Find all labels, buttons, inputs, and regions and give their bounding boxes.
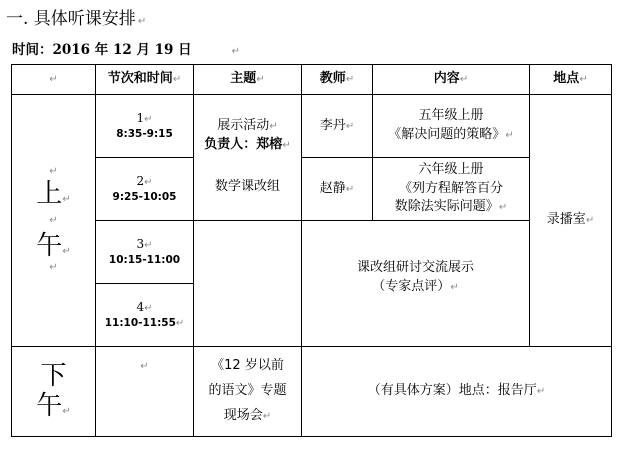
paragraph-mark: ↵ [49, 74, 58, 86]
paragraph-mark: ↵ [256, 74, 265, 86]
content-line: 《列方程解答百分 [398, 180, 503, 196]
content-line-text: 数除法实际问题》 [394, 199, 499, 215]
slot-cell-empty [96, 347, 194, 437]
slot-cell [96, 221, 194, 284]
paragraph-mark: ↵ [62, 405, 71, 417]
paragraph-mark: ↵ [262, 410, 272, 422]
header-cell-period [96, 65, 194, 95]
morning-label-char: 上 [36, 178, 63, 209]
afternoon-row [12, 347, 612, 437]
paragraph-mark: ↵ [144, 113, 153, 125]
paragraph-mark: ↵ [49, 166, 58, 178]
slot-time: 8:35-9:15 [116, 128, 173, 141]
paragraph-mark: ↵ [137, 16, 147, 27]
afternoon-theme-text: 现场会 [223, 407, 263, 423]
paragraph-mark: ↵ [175, 318, 185, 329]
teacher-cell [302, 158, 373, 221]
afternoon-theme-line: 《12 岁以前 [211, 358, 284, 374]
theme-owner-text: 负责人：郑榕 [204, 136, 283, 152]
header-cell-content [373, 65, 530, 95]
morning-label [12, 232, 95, 262]
table-row [12, 95, 612, 158]
slot-time: 9:25-10:05 [112, 191, 177, 204]
paragraph-mark: ↵ [536, 386, 546, 398]
afternoon-label-cell [12, 347, 96, 437]
slot-number [96, 173, 193, 191]
content-line [373, 198, 529, 217]
table-row [12, 221, 612, 284]
schedule-table [11, 64, 612, 437]
afternoon-label [12, 392, 95, 422]
slot-number-text: 2 [136, 173, 145, 188]
content-line: 六年级上册 [418, 161, 484, 177]
theme-line [194, 117, 301, 136]
date-text: 时间：2016 年 12 月 19 日 [12, 42, 192, 58]
afternoon-detail-text: （有具体方案）地点：报告厅 [367, 383, 537, 399]
paragraph-mark: ↵ [172, 74, 182, 86]
seminar-line-text: （专家点评） [372, 278, 451, 294]
content-line [373, 126, 529, 145]
paragraph-mark: ↵ [144, 302, 153, 314]
paragraph-mark: ↵ [579, 74, 588, 86]
paragraph-mark: ↵ [49, 214, 58, 226]
slot-cell [96, 95, 194, 158]
content-line-text: 《解决问题的策略》 [388, 127, 506, 142]
seminar-line: 课改组研讨交流展示 [356, 260, 474, 275]
slot-time-text: 11:10-11:55 [104, 317, 176, 329]
afternoon-detail-cell [302, 347, 612, 437]
content-line: 五年级上册 [418, 108, 484, 124]
slot-number [96, 299, 193, 317]
paragraph-mark: ↵ [505, 130, 514, 141]
teacher-cell [302, 95, 373, 158]
slot-number-text: 4 [136, 299, 145, 314]
header-label: 节次和时间 [107, 71, 173, 87]
paragraph-mark: ↵ [62, 193, 71, 205]
location-cell [530, 95, 612, 347]
paragraph-mark: ↵ [144, 239, 153, 251]
section-heading [6, 4, 146, 29]
slot-number [96, 110, 193, 128]
theme-cell [194, 95, 302, 221]
header-label: 内容 [433, 71, 460, 87]
paragraph-mark: ↵ [144, 176, 153, 188]
header-row [12, 65, 612, 95]
slot-number-text: 3 [136, 236, 145, 251]
paragraph-mark: ↵ [62, 245, 71, 257]
header-cell-location [530, 65, 612, 95]
header-label: 地点 [553, 71, 580, 87]
theme-text: 展示活动 [217, 118, 270, 133]
paragraph-mark: ↵ [269, 121, 278, 132]
afternoon-theme-cell [194, 347, 302, 437]
paragraph-mark: ↵ [345, 120, 355, 132]
morning-label-cell [12, 95, 96, 347]
paragraph-mark: ↵ [231, 46, 241, 57]
paragraph-mark: ↵ [585, 215, 595, 227]
teacher-name: 赵静 [319, 180, 346, 196]
header-cell-theme [194, 65, 302, 95]
teacher-name: 李丹 [319, 117, 346, 133]
afternoon-label: 下 [40, 360, 67, 391]
paragraph-mark: ↵ [459, 74, 469, 86]
content-cell [373, 158, 530, 221]
slot-time [96, 316, 193, 332]
paragraph-mark: ↵ [282, 139, 291, 151]
slot-time: 10:15-11:00 [108, 254, 181, 267]
theme-text: 数学课改组 [214, 179, 280, 195]
paragraph-mark: ↵ [140, 361, 149, 372]
slot-number-text: 1 [136, 110, 145, 125]
paragraph-mark: ↵ [49, 262, 58, 274]
header-cell-blank [12, 65, 96, 95]
paragraph-mark: ↵ [450, 281, 459, 293]
table-row [12, 158, 612, 221]
header-cell-teacher [302, 65, 373, 95]
morning-label [12, 180, 95, 210]
paragraph-mark: ↵ [345, 183, 355, 195]
header-label: 主题 [230, 71, 257, 87]
paragraph-mark: ↵ [345, 74, 355, 86]
section-heading-text: 一. 具体听课安排 [6, 9, 136, 29]
location-text: 录播室 [546, 212, 586, 228]
header-label: 教师 [319, 71, 346, 87]
content-cell [373, 95, 530, 158]
slot-number [96, 236, 193, 254]
seminar-line [302, 278, 529, 297]
slot-cell [96, 158, 194, 221]
slot-cell [96, 284, 194, 347]
date-line [12, 38, 240, 58]
morning-label-char: 午 [36, 230, 63, 261]
paragraph-mark: ↵ [498, 202, 508, 214]
seminar-cell [302, 221, 530, 347]
afternoon-theme-line [194, 404, 301, 429]
theme-line [194, 136, 301, 155]
afternoon-theme-line: 的语文》专题 [208, 383, 287, 399]
afternoon-label-char: 午 [36, 390, 63, 421]
